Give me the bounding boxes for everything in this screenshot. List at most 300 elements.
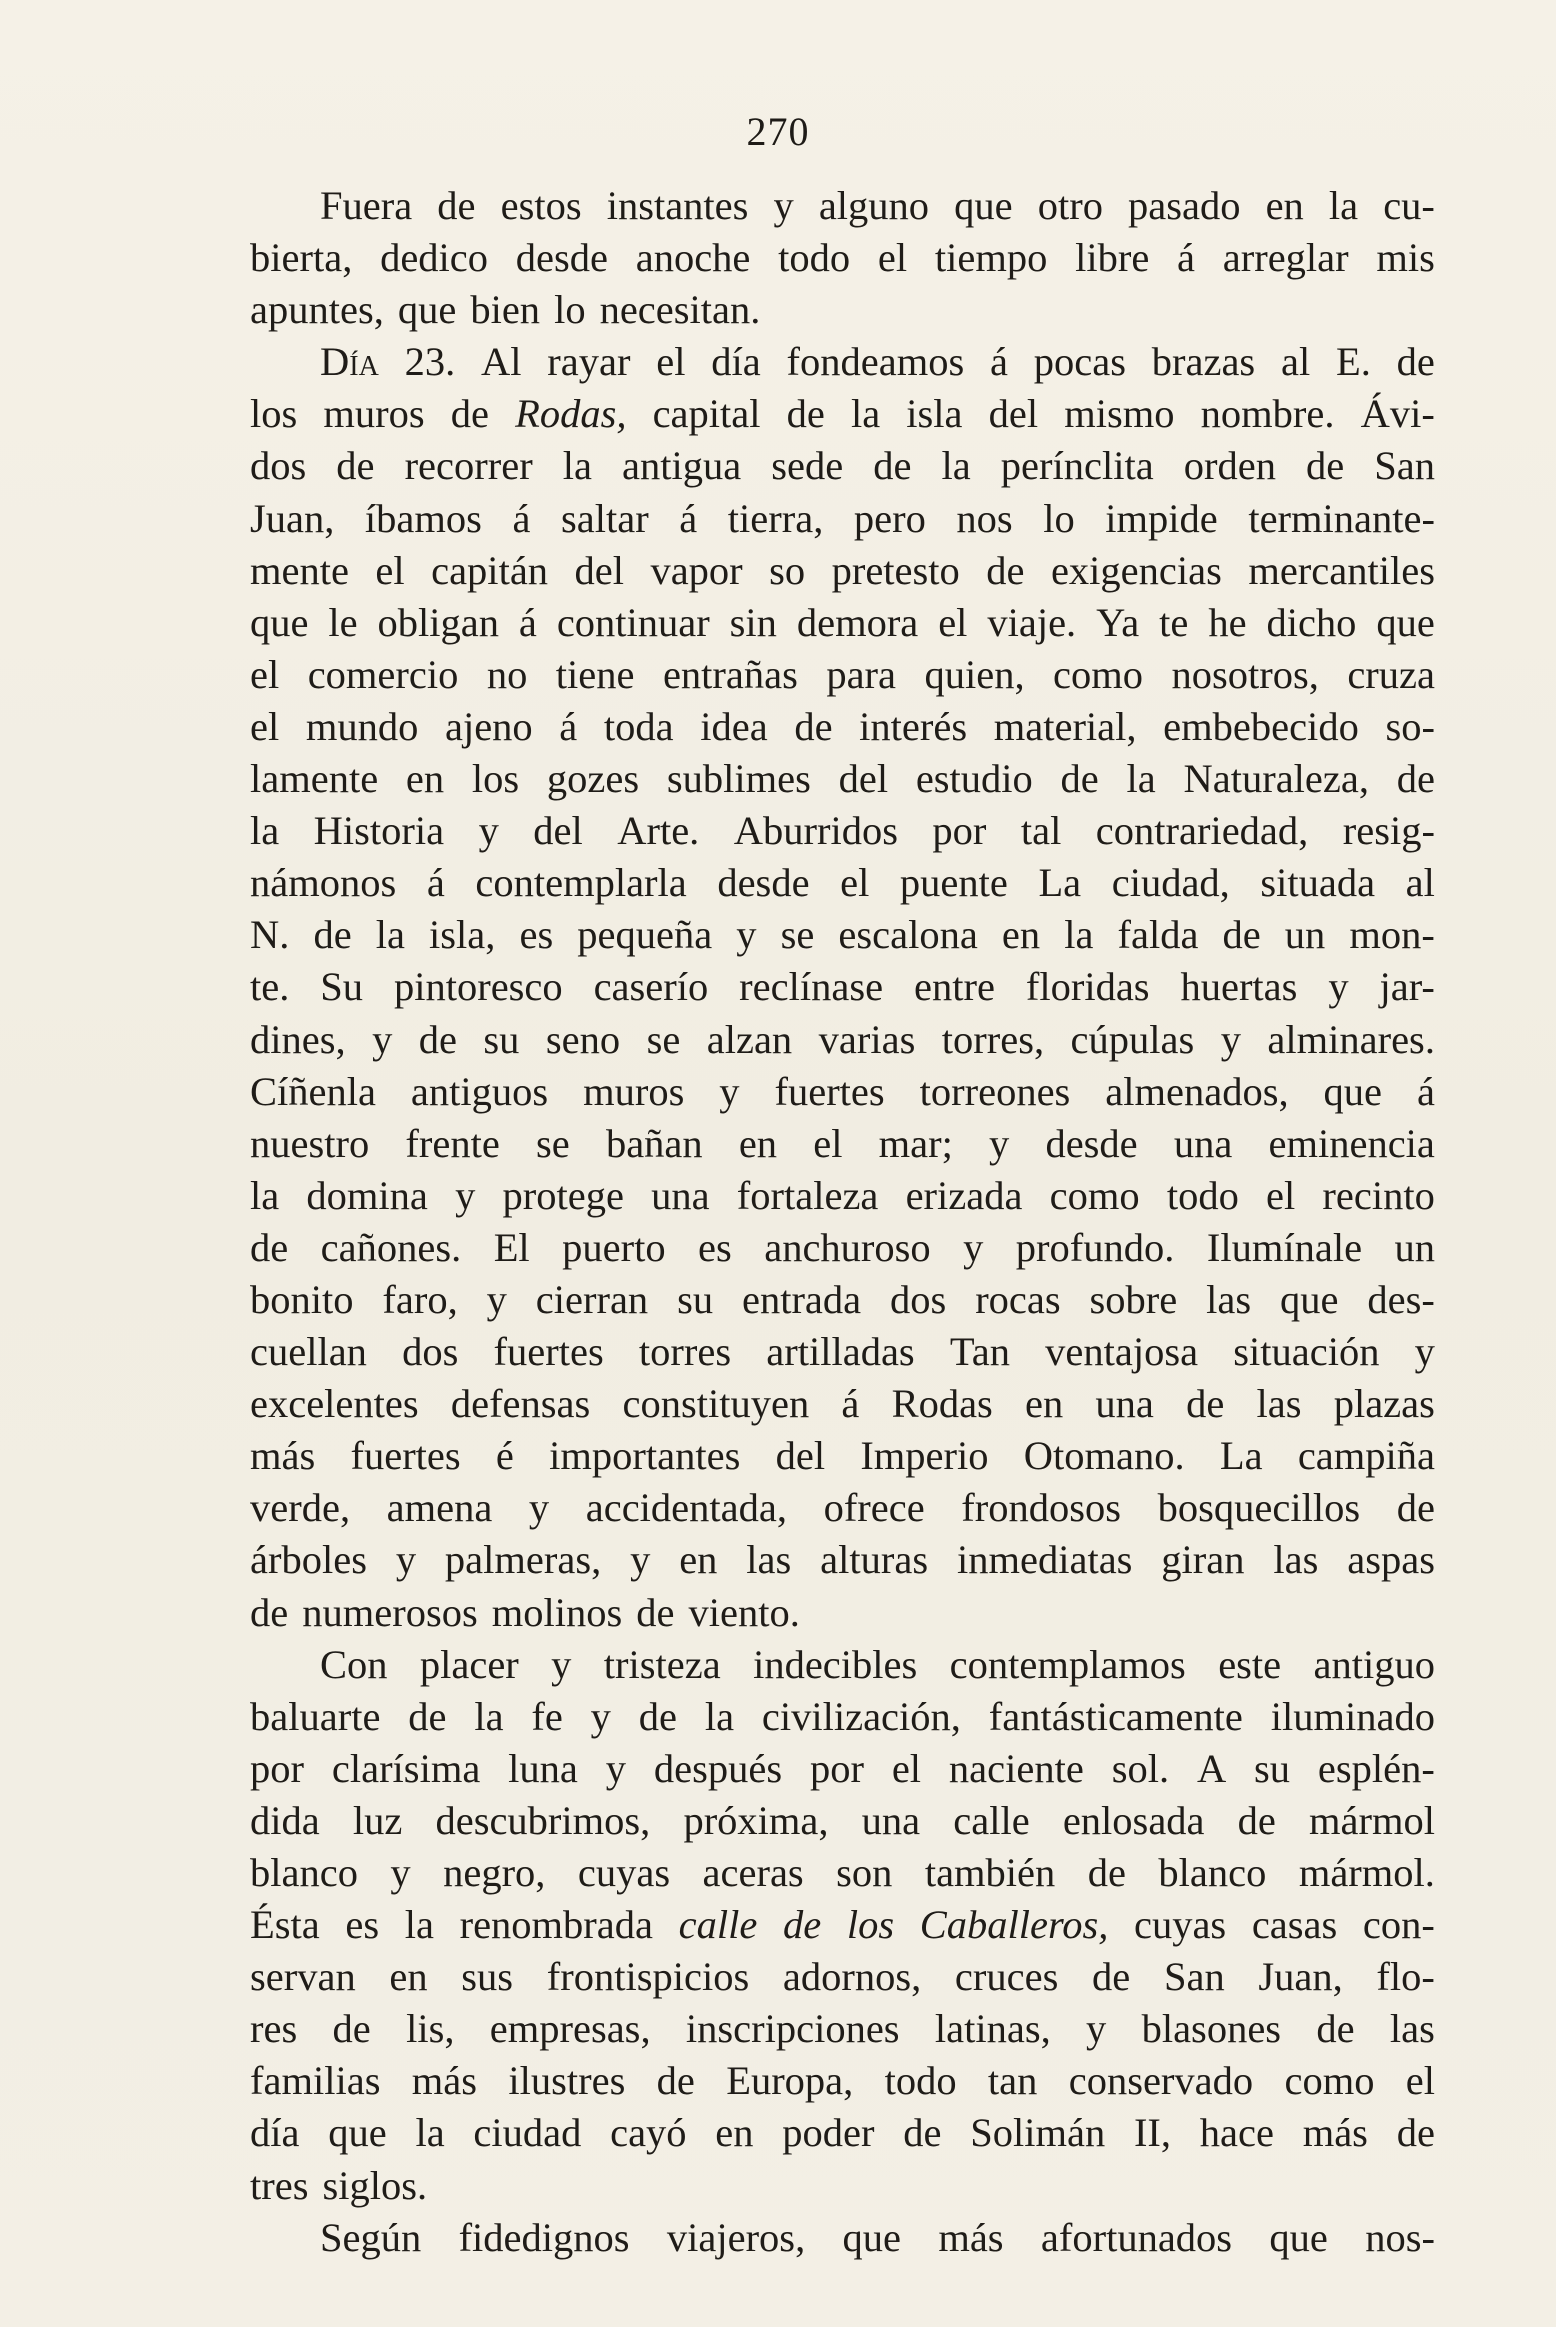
word: pasado xyxy=(1128,183,1241,228)
word: he xyxy=(1208,599,1247,645)
word: enlosada xyxy=(1062,1797,1205,1843)
text-line xyxy=(250,701,1435,753)
word: y xyxy=(773,183,794,228)
word: día xyxy=(250,2110,300,2156)
word: ventajosa xyxy=(1045,1329,1199,1375)
word: de xyxy=(1305,443,1345,489)
word: en xyxy=(715,2110,754,2156)
word: de xyxy=(408,1693,447,1739)
word: puerto xyxy=(562,1224,666,1270)
word: los xyxy=(250,391,298,437)
word: viaje. xyxy=(987,599,1077,645)
word: torres xyxy=(638,1329,732,1375)
word: sol. xyxy=(1111,1745,1170,1791)
word: mis xyxy=(1376,235,1435,281)
word: situación xyxy=(1233,1329,1380,1375)
word: des- xyxy=(1367,1276,1435,1322)
word: y xyxy=(989,1120,1010,1166)
word: la xyxy=(562,443,592,489)
word: y xyxy=(390,1850,411,1895)
word: pero xyxy=(853,495,926,541)
word: al xyxy=(1280,339,1311,385)
word: la xyxy=(941,443,971,489)
word: lamente xyxy=(250,756,379,802)
word: libre xyxy=(1075,235,1150,281)
word: es xyxy=(698,1224,732,1270)
word: II, xyxy=(1133,2110,1172,2156)
word: hace xyxy=(1199,2110,1274,2156)
word: y xyxy=(528,1485,550,1531)
text-line xyxy=(250,440,1435,492)
text-line xyxy=(250,1482,1435,1534)
word: rocas xyxy=(975,1276,1061,1322)
word: lo xyxy=(1043,495,1075,541)
text-line xyxy=(250,2003,1435,2055)
body-text xyxy=(250,180,1435,2264)
word: contemplarla xyxy=(475,860,687,906)
word: adornos, xyxy=(782,1954,922,2000)
word: A xyxy=(1196,1745,1227,1791)
word: arreglar xyxy=(1222,235,1349,281)
word: el xyxy=(877,235,908,281)
word: casas xyxy=(1251,1902,1338,1948)
word: próxima, xyxy=(683,1797,829,1843)
word: Con xyxy=(320,1641,388,1687)
word: fidedignos xyxy=(458,2214,630,2260)
word: se xyxy=(536,1120,570,1166)
word: más xyxy=(250,1433,316,1479)
word: que xyxy=(328,2110,387,2156)
word: latinas, xyxy=(934,2006,1051,2052)
word: de xyxy=(1186,1381,1225,1427)
text-line xyxy=(250,1274,1435,1326)
word: de xyxy=(1237,1797,1276,1843)
word: Su xyxy=(320,964,364,1010)
word: la xyxy=(415,2110,445,2156)
word: aspas xyxy=(1347,1537,1435,1583)
word: sublimes xyxy=(666,756,811,802)
word: dos xyxy=(250,443,307,489)
text-line xyxy=(250,805,1435,857)
word: que xyxy=(250,599,309,645)
word: Según xyxy=(320,2214,422,2260)
word: después xyxy=(653,1745,783,1791)
word: accidentada, xyxy=(585,1485,787,1531)
word: el xyxy=(1266,1172,1296,1218)
word: y xyxy=(1414,1329,1435,1375)
word: un xyxy=(1284,912,1326,958)
word: las xyxy=(746,1537,792,1583)
word: profundo. xyxy=(1015,1224,1175,1270)
text-line xyxy=(250,1014,1435,1066)
word: sobre xyxy=(1089,1276,1178,1322)
word: la xyxy=(250,1172,280,1218)
word: cayó xyxy=(610,2110,687,2156)
word: que xyxy=(1280,1276,1339,1322)
word: de xyxy=(873,443,912,489)
word: idea xyxy=(700,703,768,749)
word: mármol. xyxy=(1298,1850,1435,1895)
text-line xyxy=(250,1326,1435,1378)
word: dos xyxy=(402,1329,459,1375)
word: muros xyxy=(323,391,425,437)
word: fuertes xyxy=(493,1329,604,1375)
word: y xyxy=(478,808,499,854)
word: familias xyxy=(250,2058,381,2104)
word: bien xyxy=(470,287,541,333)
word: de xyxy=(1396,339,1435,385)
word: y xyxy=(1328,964,1349,1010)
word: resig- xyxy=(1342,808,1435,854)
word: Europa, xyxy=(726,2058,854,2104)
word: cúpulas xyxy=(1070,1016,1195,1062)
word: Juan, xyxy=(1258,1954,1343,2000)
text-line xyxy=(250,597,1435,649)
word: molinos xyxy=(491,1589,623,1635)
word: alzan xyxy=(706,1016,793,1062)
word: de xyxy=(636,1589,675,1635)
word: todo xyxy=(1166,1172,1239,1218)
word: en xyxy=(679,1537,718,1583)
word: de xyxy=(313,912,352,958)
word: instantes xyxy=(606,183,749,228)
word: giran xyxy=(1161,1537,1245,1583)
word: de xyxy=(794,703,833,749)
word: gozes xyxy=(546,756,640,802)
word: campiña xyxy=(1297,1433,1435,1479)
word: res xyxy=(250,2006,298,2052)
word: varias xyxy=(818,1016,916,1062)
word: contemplamos xyxy=(949,1641,1186,1687)
word: pretesto xyxy=(831,547,960,593)
word: erizada xyxy=(905,1172,1023,1218)
word: nombre. xyxy=(1200,391,1335,437)
word: flo- xyxy=(1376,1954,1435,2000)
word: que xyxy=(397,287,457,333)
word: la xyxy=(1064,912,1094,958)
word: eminencia xyxy=(1268,1120,1435,1166)
word: estos xyxy=(500,183,582,228)
word: Cíñenla xyxy=(250,1068,376,1114)
text-line xyxy=(250,1587,1435,1639)
word: y xyxy=(1086,2006,1107,2052)
word: antiguos xyxy=(410,1068,549,1114)
word: vapor xyxy=(650,547,743,593)
word: defensas xyxy=(450,1381,591,1427)
word: conservado xyxy=(1068,2058,1254,2104)
word: é xyxy=(495,1433,514,1479)
word: de xyxy=(450,391,489,437)
word: tiene xyxy=(555,651,635,697)
word: tal xyxy=(1020,808,1062,854)
word: la xyxy=(1328,183,1359,228)
word: Caballeros, xyxy=(919,1902,1109,1948)
word: falda xyxy=(1117,912,1199,958)
text-line xyxy=(250,336,1435,388)
word: contrariedad, xyxy=(1095,808,1309,854)
word: apuntes, xyxy=(250,287,384,333)
word: Ávi- xyxy=(1360,391,1435,437)
word: domina xyxy=(306,1172,428,1218)
word: tiempo xyxy=(934,235,1048,281)
word: desde xyxy=(1045,1120,1138,1166)
word: en xyxy=(389,1954,428,2000)
word: las xyxy=(1389,2006,1435,2052)
word: terminante- xyxy=(1248,495,1435,541)
word: la xyxy=(1126,756,1156,802)
word: comercio xyxy=(307,651,459,697)
word: desde xyxy=(717,860,810,906)
word: dida xyxy=(250,1797,320,1843)
word: bosquecillos xyxy=(1157,1485,1361,1531)
word: almenados, xyxy=(1105,1068,1289,1114)
word: antiguo xyxy=(1313,1641,1435,1687)
word: fondeamos xyxy=(786,339,965,385)
word: artilladas xyxy=(766,1329,915,1375)
word: y xyxy=(963,1224,984,1270)
word: de xyxy=(336,443,375,489)
word: á xyxy=(990,339,1008,385)
word: pocas xyxy=(1033,339,1126,385)
word: y xyxy=(455,1172,476,1218)
word: orden xyxy=(1183,443,1276,489)
word: le xyxy=(328,599,358,645)
word: Ilumínale xyxy=(1206,1224,1363,1270)
word: viajeros, xyxy=(666,2214,806,2260)
text-line xyxy=(250,493,1435,545)
word: puente xyxy=(899,860,1008,906)
word: nos- xyxy=(1365,2214,1435,2260)
word: bañan xyxy=(605,1120,703,1166)
word: E. xyxy=(1336,339,1371,385)
word: tan xyxy=(987,2058,1038,2104)
word: alguno xyxy=(818,183,930,228)
word: y xyxy=(590,1693,611,1739)
word: en xyxy=(1265,183,1304,228)
word: indecibles xyxy=(753,1641,918,1687)
word: de xyxy=(1092,1954,1131,2000)
word: y xyxy=(372,1016,393,1062)
word: bierta, xyxy=(250,235,353,281)
text-line xyxy=(250,1847,1435,1899)
word: viento. xyxy=(688,1589,800,1635)
word: námonos xyxy=(250,860,397,906)
word: de xyxy=(250,1224,289,1270)
word: dos xyxy=(890,1276,947,1322)
word: entre xyxy=(913,964,995,1010)
word: amena xyxy=(386,1485,493,1531)
word: como xyxy=(1284,2058,1375,2104)
word: por xyxy=(250,1745,304,1791)
word: que xyxy=(842,2214,901,2260)
word: á xyxy=(841,1381,860,1427)
word: Juan, xyxy=(250,495,335,541)
word: Ya xyxy=(1096,599,1140,645)
text-line xyxy=(250,1795,1435,1847)
word: La xyxy=(1038,860,1082,906)
word: Imperio xyxy=(860,1433,989,1479)
word: de xyxy=(1087,1850,1126,1895)
word: los xyxy=(471,756,520,802)
word: desde xyxy=(515,235,608,281)
word: mon- xyxy=(1349,912,1435,958)
word: so xyxy=(769,547,806,593)
word: fuertes xyxy=(774,1068,885,1114)
word: 23. xyxy=(404,339,456,385)
word: importantes xyxy=(549,1433,741,1479)
word: isla, xyxy=(429,912,496,958)
text-line xyxy=(250,1691,1435,1743)
word: Arte. xyxy=(617,808,700,854)
word: El xyxy=(493,1224,530,1270)
word: en xyxy=(1001,912,1041,958)
word: por xyxy=(809,1745,864,1791)
word: bonito xyxy=(250,1276,354,1322)
word: nos xyxy=(956,495,1013,541)
word: renombrada xyxy=(459,1902,653,1948)
word: recinto xyxy=(1322,1172,1435,1218)
word: también xyxy=(924,1850,1056,1895)
word: Ésta xyxy=(250,1902,320,1948)
text-line xyxy=(250,857,1435,909)
word: fuertes xyxy=(350,1433,461,1479)
word: el xyxy=(250,651,280,697)
word: de xyxy=(638,1693,677,1739)
word: dedico xyxy=(380,235,489,281)
word: de xyxy=(1396,1485,1435,1531)
word: el xyxy=(840,860,870,906)
word: cuyas xyxy=(577,1850,671,1895)
word: Rodas xyxy=(891,1381,993,1427)
word: el xyxy=(250,703,280,749)
word: impide xyxy=(1105,495,1218,541)
word: día xyxy=(711,339,761,385)
text-line xyxy=(250,909,1435,961)
word: ilustres xyxy=(508,2058,626,2104)
text-line xyxy=(250,961,1435,1013)
word: esplén- xyxy=(1317,1745,1435,1791)
word: íbamos xyxy=(364,495,482,541)
word: es xyxy=(519,912,554,958)
word: de xyxy=(418,1016,457,1062)
text-line xyxy=(250,1743,1435,1795)
word: descubrimos, xyxy=(435,1797,651,1843)
word: reclínase xyxy=(739,964,884,1010)
word: ajeno xyxy=(444,703,533,749)
word: de xyxy=(1316,2006,1355,2052)
word: blasones xyxy=(1141,2006,1282,2052)
word: saltar xyxy=(561,495,649,541)
word: alturas xyxy=(820,1537,929,1583)
word: dicho xyxy=(1266,599,1357,645)
word: constituyen xyxy=(622,1381,810,1427)
word: mar; xyxy=(878,1120,953,1166)
word: Fuera xyxy=(320,183,413,228)
word: del xyxy=(574,547,624,593)
word: estudio xyxy=(915,756,1033,802)
word: la xyxy=(850,391,881,437)
word: fortaleza xyxy=(736,1172,879,1218)
word: de xyxy=(782,1902,822,1948)
word: interés xyxy=(859,703,968,749)
word: dines, xyxy=(250,1016,346,1062)
text-line xyxy=(250,1430,1435,1482)
word: palmeras, xyxy=(444,1537,602,1583)
word: mismo xyxy=(1064,391,1175,437)
word: de xyxy=(903,2110,942,2156)
word: cierran xyxy=(535,1276,649,1322)
word: floridas xyxy=(1025,964,1150,1010)
word: aceras xyxy=(702,1850,804,1895)
text-line xyxy=(250,649,1435,701)
word: fantásticamente xyxy=(988,1693,1243,1739)
word: material, xyxy=(993,703,1137,749)
text-line xyxy=(250,1951,1435,2003)
word: que xyxy=(1323,1068,1383,1114)
word: de xyxy=(1396,756,1435,802)
word: fe xyxy=(531,1693,563,1739)
word: caserío xyxy=(593,964,709,1010)
word: capitán xyxy=(431,547,549,593)
word: luna xyxy=(508,1745,578,1791)
word: nuestro xyxy=(250,1120,370,1166)
word: y xyxy=(486,1276,507,1322)
text-line xyxy=(250,1899,1435,1951)
word: mármol xyxy=(1309,1797,1435,1843)
word: tristeza xyxy=(603,1641,721,1687)
word: son xyxy=(836,1850,893,1895)
word: jar- xyxy=(1379,964,1435,1010)
text-line xyxy=(250,1118,1435,1170)
word: escalona xyxy=(838,912,978,958)
text-line xyxy=(250,2107,1435,2159)
word: Aburridos xyxy=(733,808,898,854)
text-line xyxy=(250,1170,1435,1222)
word: cu- xyxy=(1383,183,1435,228)
word: luz xyxy=(352,1797,403,1843)
word: antigua xyxy=(621,443,742,489)
word: protege xyxy=(502,1172,624,1218)
text-line xyxy=(250,388,1435,440)
word: y xyxy=(551,1641,572,1687)
word: que xyxy=(1376,599,1435,645)
word: lo xyxy=(554,287,586,333)
word: muros xyxy=(583,1068,685,1114)
word: por xyxy=(932,808,987,854)
word: exigencias xyxy=(1050,547,1222,593)
word: anchuroso xyxy=(764,1224,931,1270)
word: embebecido xyxy=(1163,703,1359,749)
word: ciudad, xyxy=(1111,860,1230,906)
word: un xyxy=(1394,1224,1435,1270)
word: empresas, xyxy=(489,2006,651,2052)
word: siglos. xyxy=(322,2162,428,2208)
word: en xyxy=(738,1120,778,1166)
text-line xyxy=(250,1378,1435,1430)
word: del xyxy=(838,756,889,802)
word: una xyxy=(1095,1381,1154,1427)
word: blanco xyxy=(1158,1850,1267,1895)
word: á xyxy=(518,599,537,645)
word: tierra, xyxy=(727,495,824,541)
word: poder xyxy=(782,2110,875,2156)
word: de xyxy=(250,1589,289,1635)
word: á xyxy=(512,495,531,541)
word: de xyxy=(437,183,476,228)
text-line xyxy=(250,180,1435,232)
word: frondosos xyxy=(961,1485,1122,1531)
word: en xyxy=(405,756,445,802)
